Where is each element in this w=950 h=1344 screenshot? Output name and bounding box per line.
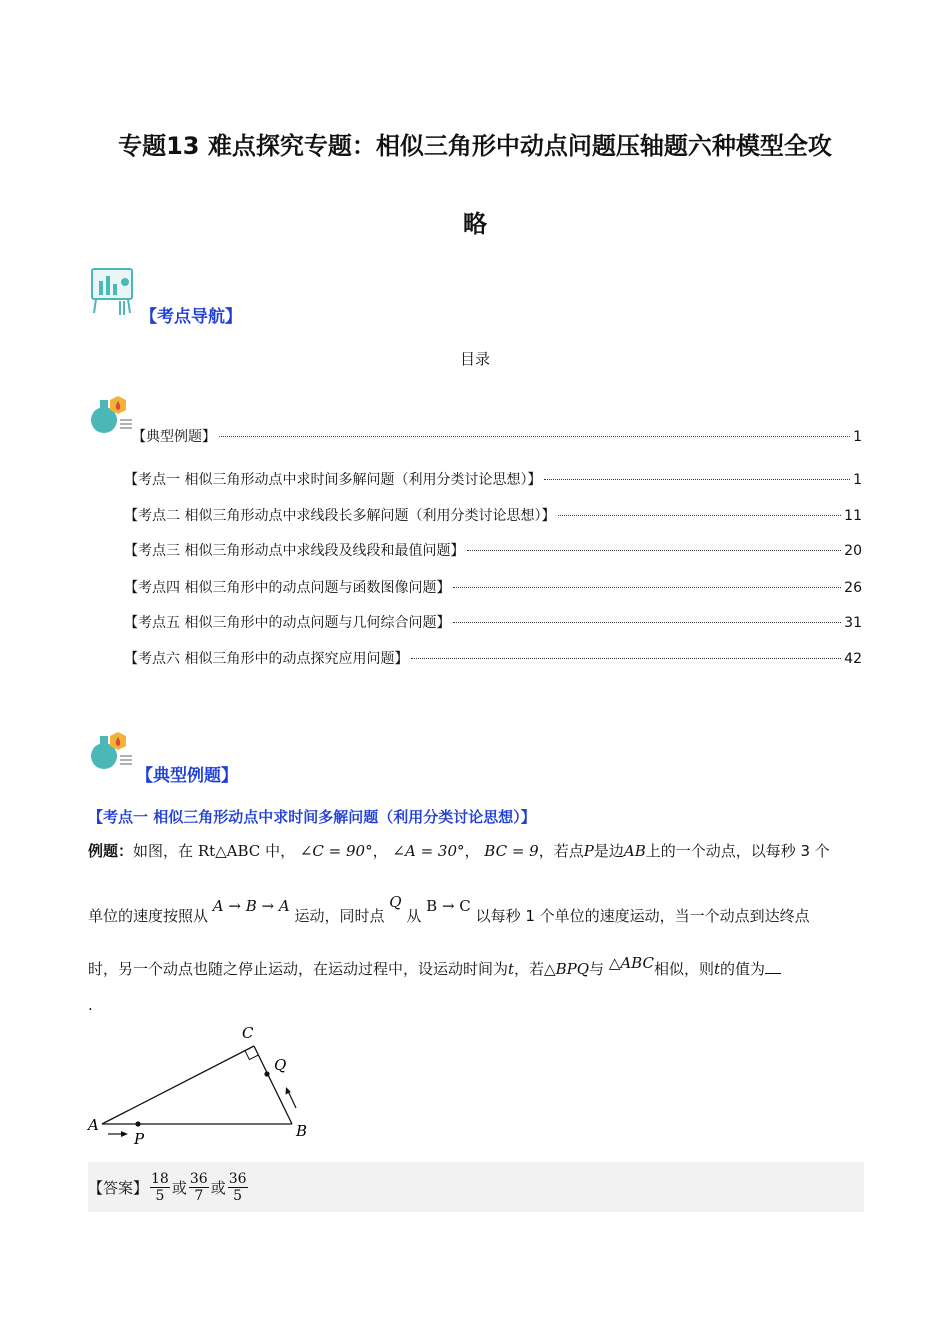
toc-entry-label: 【考点三 相似三角形动点中求线段及线段和最值问题】 bbox=[124, 543, 465, 559]
toc-entry[interactable] bbox=[124, 648, 862, 668]
toc-entry-label: 【考点五 相似三角形中的动点问题与几何综合问题】 bbox=[124, 615, 451, 631]
toc-leader bbox=[558, 515, 841, 516]
nav-label: 【考点导航】 bbox=[140, 307, 242, 327]
toc-entry[interactable] bbox=[124, 540, 862, 560]
answer-blank bbox=[765, 973, 781, 974]
toc-entry-page: 31 bbox=[844, 615, 862, 631]
answer-fraction: $\frac{18}{5}$ bbox=[151, 1170, 169, 1204]
toc-entry-label: 【典型例题】 bbox=[132, 429, 216, 445]
example-line-1: 例题：如图，在 Rt△ABC 中， ∠C = 90°， ∠A = 30°， BC = 9，若点P是边AB上的一个动点，以每秒 3 个 bbox=[88, 842, 830, 860]
example-line-3: 时，另一个动点也随之停止运动，在运动过程中，设运动时间为t，若△BPQ与 △ABC相似，则t的值为 bbox=[88, 958, 868, 979]
example-line-2: 单位的速度按照从 A → B → A 运动，同时点 Q 从 B → C 以每秒 1 个单位的速度运动，当一个动点到达终点 bbox=[88, 893, 810, 925]
arrow-q bbox=[288, 1091, 296, 1108]
label-c: C bbox=[242, 1024, 254, 1042]
toc-entry-label: 【考点四 相似三角形中的动点问题与函数图像问题】 bbox=[124, 580, 451, 596]
toc-entry[interactable] bbox=[124, 505, 862, 525]
point-p bbox=[135, 1121, 140, 1126]
page-title-continued: 略 bbox=[463, 210, 487, 238]
side-ac bbox=[102, 1046, 254, 1124]
example-label: 例题： bbox=[88, 842, 134, 860]
topic-heading: 【考点一 相似三角形动点中求时间多解问题（利用分类讨论思想）】 bbox=[88, 808, 536, 826]
toc-entry[interactable] bbox=[124, 469, 862, 489]
point-q bbox=[264, 1071, 269, 1076]
flask-icon bbox=[88, 728, 134, 774]
answer-fraction: $\frac{36}{5}$ bbox=[228, 1170, 247, 1204]
flask-icon bbox=[88, 392, 134, 438]
section-heading: 【典型例题】 bbox=[136, 766, 238, 786]
toc-leader bbox=[453, 587, 841, 588]
triangle-figure bbox=[84, 1022, 334, 1152]
toc-entry-page: 20 bbox=[844, 543, 862, 559]
toc-entry-page: 1 bbox=[853, 472, 862, 488]
toc-entry[interactable] bbox=[124, 612, 862, 632]
answer-content bbox=[88, 1166, 250, 1208]
toc-leader bbox=[467, 550, 841, 551]
toc-entry[interactable] bbox=[124, 577, 862, 597]
label-q: Q bbox=[274, 1056, 287, 1074]
toc-entry-label: 【考点二 相似三角形动点中求线段长多解问题（利用分类讨论思想）】 bbox=[124, 508, 556, 524]
answer-label: 【答案】 bbox=[88, 1178, 149, 1197]
toc-leader bbox=[453, 622, 841, 623]
presentation-board-icon bbox=[88, 265, 138, 317]
label-a: A bbox=[88, 1116, 99, 1134]
page-title: 专题13 难点探究专题：相似三角形中动点问题压轴题六种模型全攻 bbox=[118, 132, 832, 160]
answer-fraction: $\frac{36}{7}$ bbox=[189, 1170, 208, 1204]
toc-leader bbox=[411, 658, 841, 659]
toc-entry-page: 11 bbox=[844, 508, 862, 524]
toc-leader bbox=[219, 436, 850, 437]
toc-entry-label: 【考点六 相似三角形中的动点探究应用问题】 bbox=[124, 651, 409, 667]
example-period: . bbox=[88, 996, 93, 1014]
toc-entry[interactable] bbox=[132, 426, 862, 446]
toc-entry-label: 【考点一 相似三角形动点中求时间多解问题（利用分类讨论思想）】 bbox=[124, 472, 542, 488]
toc-entry-page: 26 bbox=[844, 580, 862, 596]
toc-entry-page: 1 bbox=[853, 429, 862, 445]
toc-entry-page: 42 bbox=[844, 651, 862, 667]
toc-heading: 目录 bbox=[459, 350, 490, 368]
toc-leader bbox=[544, 479, 850, 480]
answer-or: 或 bbox=[210, 1178, 226, 1197]
answer-or: 或 bbox=[171, 1178, 187, 1197]
label-b: B bbox=[296, 1122, 308, 1140]
label-p: P bbox=[134, 1130, 145, 1148]
